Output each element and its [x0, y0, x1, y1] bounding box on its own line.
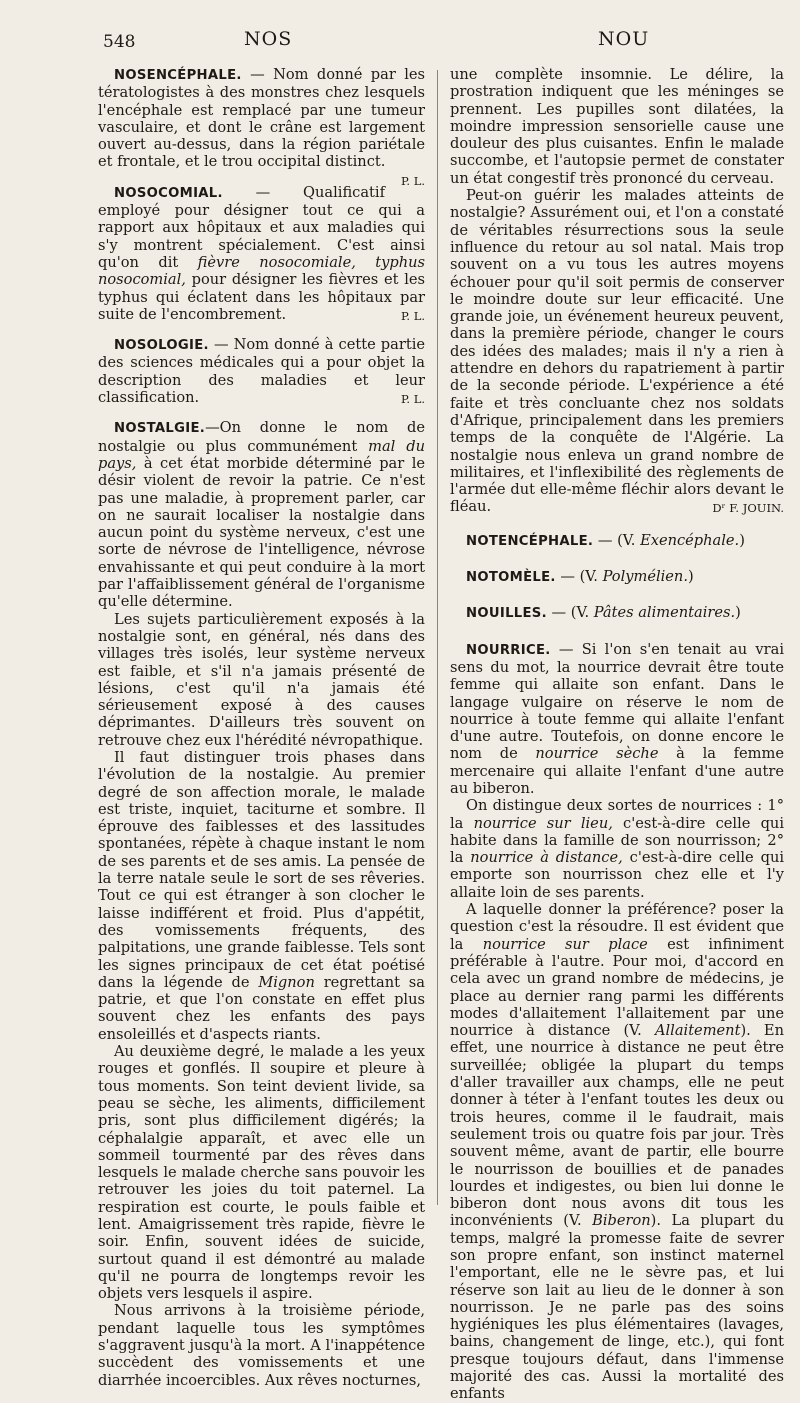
author-signature: P. L.: [400, 308, 425, 323]
page-number: 548: [103, 32, 136, 52]
headword: NOSENCÉPHALE.: [114, 68, 242, 83]
headword: NOTENCÉPHALE.: [466, 533, 594, 549]
left-column: [98, 66, 425, 1389]
right-column: [450, 66, 784, 1403]
author-signature: P. L.: [400, 173, 425, 188]
headword: NOSTALGIE.: [114, 421, 206, 437]
entry-nosologie: [98, 336, 425, 406]
headword: NOUILLES.: [466, 606, 547, 622]
paragraph: Les sujets particulièrement exposés à la nostalgie sont, en général, nés dans des villages très isolés, leur système nerveux est faible, et s'il n'a jamais présenté de lésions, c'est qu'il n'a jamais été sérieusement exposé à des causes déprimantes. D'ailleurs très souvent on retrouve chez eux l'hérédité névropathique.: [98, 610, 425, 749]
paragraph: une complète insomnie. Le délire, la prostration indiquent que les méninges se prennent. Les pupilles sont dilatées, la moindre impression sensorielle cause une douleur des plus cuisantes. Enfin le malade succombe, et l'autopsie permet de constater un état congestif très prononcé du cerveau.: [450, 66, 784, 187]
author-signature: P. L.: [400, 392, 425, 407]
italic-term: Biberon: [592, 1212, 651, 1230]
italic-term: nourrice sèche: [535, 745, 659, 763]
headword: NOURRICE.: [466, 642, 551, 658]
italic-term: nourrice sur lieu,: [473, 814, 613, 832]
entry-text: pour désigner les fièvres et les typhus qui éclatent dans les hôpitaux par suite de l'encombrement.: [98, 271, 425, 323]
cross-reference-notomele: NOTOMÈLE. — (V. Polymélien.): [466, 568, 694, 586]
cross-reference-nouilles: NOUILLES. — (V. Pâtes alimentaires.): [466, 604, 741, 622]
paragraph: Nous arrivons à la troisième période, pendant laquelle tous les symptômes s'aggravent jusqu'à la mort. A l'inappétence succèdent des vomissements et une diarrhée incoercibles. Aux rêves nocturnes,: [98, 1302, 425, 1389]
italic-term: nourrice à distance,: [470, 849, 623, 867]
paragraph: Au deuxième degré, le malade a les yeux rouges et gonflés. Il soupire et pleure à tous moments. Son teint devient livide, sa peau se sèche, les aliments, difficilement pris, sont plus difficilement digérés; la céphalalgie apparaît, et avec elle un sommeil tourmenté par des rêves dans lesquels le malade cherche sans pouvoir les retrouver les joies du toit paternel. La respiration est courte, le pouls faible et lent. Amaigrissement très rapide, fièvre le soir. Enfin, souvent idées de suicide, surtout quand il est démontré au malade qu'il ne pourra de longtemps revoir les objets vers lesquels il aspire.: [98, 1043, 425, 1303]
running-head-left: NOS: [244, 28, 293, 50]
headword: NOSOLOGIE.: [114, 338, 209, 354]
page-header: [0, 28, 800, 56]
paragraph-text: Peut-on guérir les malades atteints de nostalgie? Assurément oui, et l'on a constaté de véritables résurrections sous la seule influence du retour au sol natal. Mais trop souvent on a vu tous les autres moyens échouer pour qu'il soit permis de conserver le moindre doute sur leur efficacité. Une grande joie, un événement heureux peuvent, dans la première période, changer le cours des idées des malades; mais il n'y a rien à attendre en dehors du rapatriement à partir de la seconde période. L'expérience a été faite et très concluante chez nos soldats d'Afrique, principalement dans les premiers temps de la conquête de l'Algérie. La nostalgie nous enleva un grand nombre de militaires, et l'inflexibilité des règlements de l'armée dut elle-même fléchir alors devant le fléau.: [450, 187, 784, 516]
italic-term: Pâtes alimentaires.: [593, 604, 736, 622]
entry-text: — Nom donné à cette partie des sciences médicales qui a pour objet la description des maladies et leur classification.: [98, 336, 425, 407]
cross-reference-notencephale: NOTENCÉPHALE. — (V. Exencéphale.): [466, 531, 745, 549]
paragraph-text: regrettant sa patrie, et que l'on constate en effet plus souvent chez les enfants des pays ensoleillés et d'aspects riants.: [98, 973, 425, 1043]
author-signature: Dʳ F. JOUIN.: [712, 501, 784, 516]
entry-text: —On donne le nom de nostalgie ou plus communément: [98, 419, 425, 455]
italic-term: Mignon: [258, 973, 315, 991]
entry-nostalgie: [98, 419, 425, 1389]
entry-text: à cet état morbide déterminé par le désir violent de revoir la patrie. Ce n'est pas une maladie, à proprement parler, car on ne saurait localiser la nostalgie dans aucun point du système nerveux, c'est une sorte de névrose de l'intelligence, névrose envahissante et qui peut conduire à la mort par l'affaiblissement général de l'organisme qu'elle détermine.: [98, 454, 425, 611]
entry-text: — Qualificatif employé pour désigner tout ce qui a rapport aux hôpitaux et aux maladies qui s'y montrent spécialement. C'est ainsi qu'on dit: [98, 183, 425, 271]
entry-nourrice: NOURRICE. — Si l'on s'en tenait au vrai sens du mot, la nourrice devrait être toute femme qui allaite son enfant. Dans le langage vulgaire on réserve le nom de nourrice à toute femme qui allaite l'enfant d'une autre. Toutefois, on donne encore le nom de nourrice sèche à la femme mercenaire qui allaite l'enfant d'une autre au biberon. On distingue deux sortes de nourrices : 1° la nourrice sur lieu, c'est-à-dire celle qui habite dans la famille de son nourrisson; 2° la nourrice à distance, c'est-à-dire celle qui emporte son nourrisson chez elle et l'y allaite loin de ses parents. A laquelle donner la préférence? poser la question c'est la résoudre. Il est évident que la nourrice sur place est infiniment préférable à l'autre. Pour moi, d'accord en cela avec un grand nombre de médecins, je place au dernier rang parmi les différents modes d'allaitement l'allaitement par une nourrice à distance (V. Allaitement). En effet, une nourrice à distance ne peut être surveillée; obligée la plupart du temps d'aller travailler aux champs, elle ne peut donner à téter à l'enfant toutes les deux ou trois heures, comme il le faudrait, mais seulement trois ou quatre fois par jour. Très souvent même, avant de partir, elle bourre le nourrisson de bouillies et de panades lourdes et indigestes, ou bien lui donne le biberon dont nous avons dit tous les inconvénients (V. Biberon). La plupart du temps, malgré la promesse faite de sevrer son propre enfant, son instinct maternel l'emportant, elle ne le sèvre pas, et lui réserve son lait au lieu de le donner à son nourrisson. Je ne parle pas des soins hygiéniques les plus élémentaires (lavages, bains, changement de linge, etc.), qui font presque toujours défaut, dans l'immense majorité des cas. Aussi la mortalité des enfants: [450, 640, 785, 1403]
column-divider: [437, 70, 438, 1205]
italic-term: mal du pays,: [98, 437, 425, 472]
entry-nosencephale: [98, 66, 425, 188]
entry-nosocomial: [98, 184, 425, 323]
paragraph-text: Il faut distinguer trois phases dans l'évolution de la nostalgie. Au premier degré de son affection morale, le malade est triste, inquiet, taciturne et sombre. Il éprouve des faiblesses et des lassitudes spontanées, répète à chaque instant le nom de ses parents et de ses amis. La pensée de la terre natale seule le sort de ses rêveries. Tout ce qui est étranger à son clocher le laisse indifférent et froid. Plus d'appétit, des vomissements fréquents, des palpitations, une grande faiblesse. Tels sont les signes principaux de cet état poétisé dans la légende de: [98, 748, 425, 991]
running-head-right: NOU: [598, 28, 650, 50]
italic-term: Polymélien.: [602, 568, 688, 586]
entry-text: — Nom donné par les tératologistes à des monstres chez lesquels l'encéphale est remplacé par une tumeur vasculaire, et dont le crâne est largement ouvert au-dessus, dans la région pariétale et frontale, et le trou occipital distinct.: [98, 66, 425, 171]
italic-term: Exencéphale.: [640, 531, 740, 549]
italic-term: Allaitement: [654, 1022, 741, 1040]
headword: NOTOMÈLE.: [466, 570, 556, 586]
italic-term: nourrice sur place: [482, 935, 648, 953]
headword: NOSOCOMIAL.: [114, 185, 223, 201]
italic-term: fièvre nosocomiale, typhus nosocomial,: [98, 253, 425, 289]
